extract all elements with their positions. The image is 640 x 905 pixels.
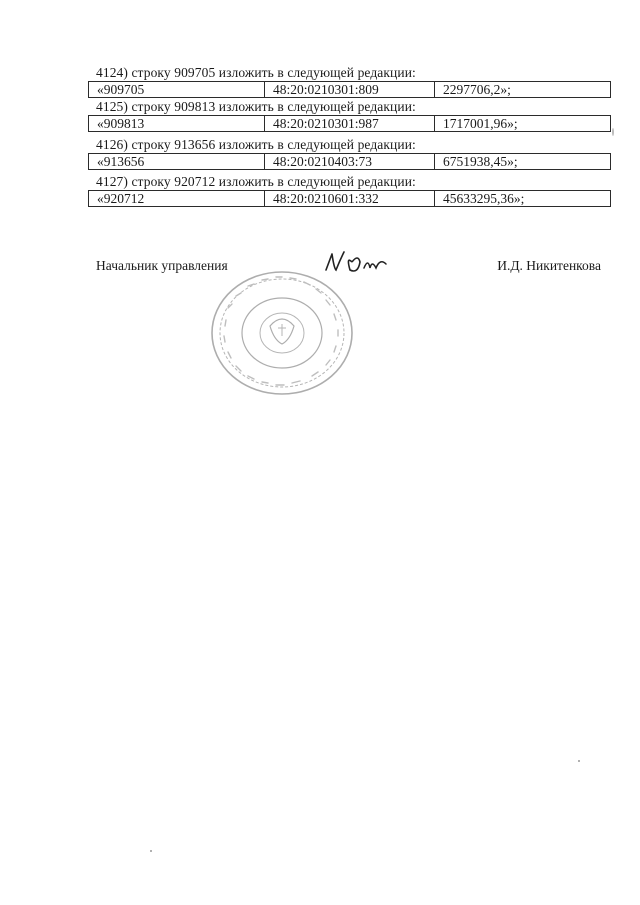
row-number-cell: «920712 [89,191,265,206]
amendment-table-row [88,153,611,170]
row-number-cell: «913656 [89,154,265,169]
signer-position: Начальник управления [96,258,228,273]
official-seal-icon [208,268,356,398]
amendment-4125 [88,98,611,132]
scan-speck [612,128,614,136]
amendment-4127 [88,173,611,207]
value-cell: 1717001,96»; [443,116,518,131]
value-cell: 2297706,2»; [443,82,511,97]
row-number-cell: «909705 [89,82,265,97]
value-cell: 45633295,36»; [443,191,525,206]
row-number-cell: «909813 [89,116,265,131]
amendment-title: 4127) строку 920712 изложить в следующей редакции: [96,174,416,189]
value-cell: 6751938,45»; [443,154,518,169]
amendment-table-row [88,81,611,98]
amendment-title: 4125) строку 909813 изложить в следующей редакции: [96,99,416,114]
signature-block [96,258,601,278]
signer-name: И.Д. Никитенкова [497,258,601,273]
scan-speck [150,850,152,852]
cadastral-number-cell: 48:20:0210301:809 [265,82,435,97]
cadastral-number-cell: 48:20:0210403:73 [265,154,435,169]
amendment-table-row [88,115,611,132]
amendment-4124 [88,64,611,98]
amendment-4126 [88,136,611,170]
amendment-title: 4126) строку 913656 изложить в следующей редакции: [96,137,416,152]
amendment-title: 4124) строку 909705 изложить в следующей редакции: [96,65,416,80]
cadastral-number-cell: 48:20:0210601:332 [265,191,435,206]
amendment-table-row [88,190,611,207]
scan-speck [578,760,580,762]
cadastral-number-cell: 48:20:0210301:987 [265,116,435,131]
